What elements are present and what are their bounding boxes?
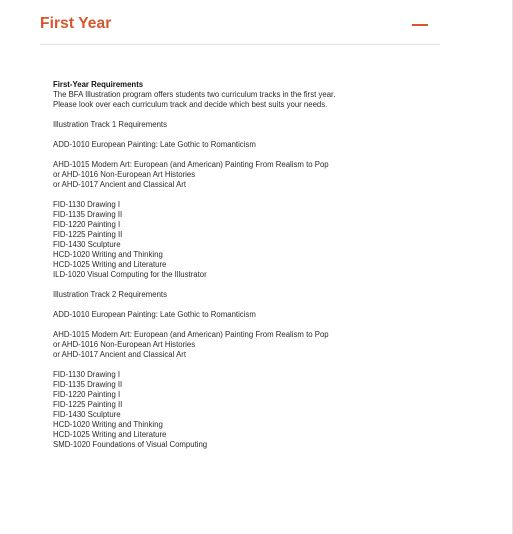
course-line: FID-1130 Drawing I	[53, 370, 121, 379]
course-line: or AHD-1017 Ancient and Classical Art	[53, 180, 187, 189]
course-line: FID-1135 Drawing II	[53, 380, 123, 389]
course-line: or AHD-1016 Non-European Art Histories	[53, 340, 196, 349]
intro-text-line: Please look over each curriculum track and decide which best suits your needs.	[53, 100, 328, 109]
course-line: or AHD-1017 Ancient and Classical Art	[53, 350, 187, 359]
course-line: ILD-1020 Visual Computing for the Illustrator	[53, 270, 207, 279]
course-line: FID-1220 Painting I	[53, 220, 121, 229]
course-line: FID-1220 Painting I	[53, 390, 121, 399]
track-2-title: Illustration Track 2 Requirements	[53, 290, 167, 299]
course-line: or AHD-1016 Non-European Art Histories	[53, 170, 196, 179]
accordion-body	[53, 80, 453, 450]
course-line: ADD-1010 European Painting: Late Gothic to Romanticism	[53, 140, 256, 149]
course-line: HCD-1020 Writing and Thinking	[53, 420, 163, 429]
minus-icon[interactable]	[410, 14, 430, 34]
course-line: FID-1225 Painting II	[53, 230, 123, 239]
course-line: HCD-1025 Writing and Literature	[53, 430, 167, 439]
course-line: FID-1225 Painting II	[53, 400, 123, 409]
section-title: First Year	[40, 15, 112, 32]
course-line: AHD-1015 Modern Art: European (and American) Painting From Realism to Pop	[53, 330, 329, 339]
course-line: AHD-1015 Modern Art: European (and American) Painting From Realism to Pop	[53, 160, 329, 169]
course-line: HCD-1020 Writing and Thinking	[53, 250, 163, 259]
course-line: HCD-1025 Writing and Literature	[53, 260, 167, 269]
intro-text-line: The BFA Illustration program offers students two curriculum tracks in the first year.	[53, 90, 336, 99]
course-line: FID-1135 Drawing II	[53, 210, 123, 219]
course-line: FID-1430 Sculpture	[53, 240, 121, 249]
course-line: FID-1430 Sculpture	[53, 410, 121, 419]
requirements-heading: First-Year Requirements	[53, 80, 144, 89]
accordion-header-first-year[interactable]	[40, 0, 440, 45]
course-line: FID-1130 Drawing I	[53, 200, 121, 209]
course-line: SMD-1020 Foundations of Visual Computing	[53, 440, 208, 449]
track-1-title: Illustration Track 1 Requirements	[53, 120, 167, 129]
course-line: ADD-1010 European Painting: Late Gothic to Romanticism	[53, 310, 256, 319]
